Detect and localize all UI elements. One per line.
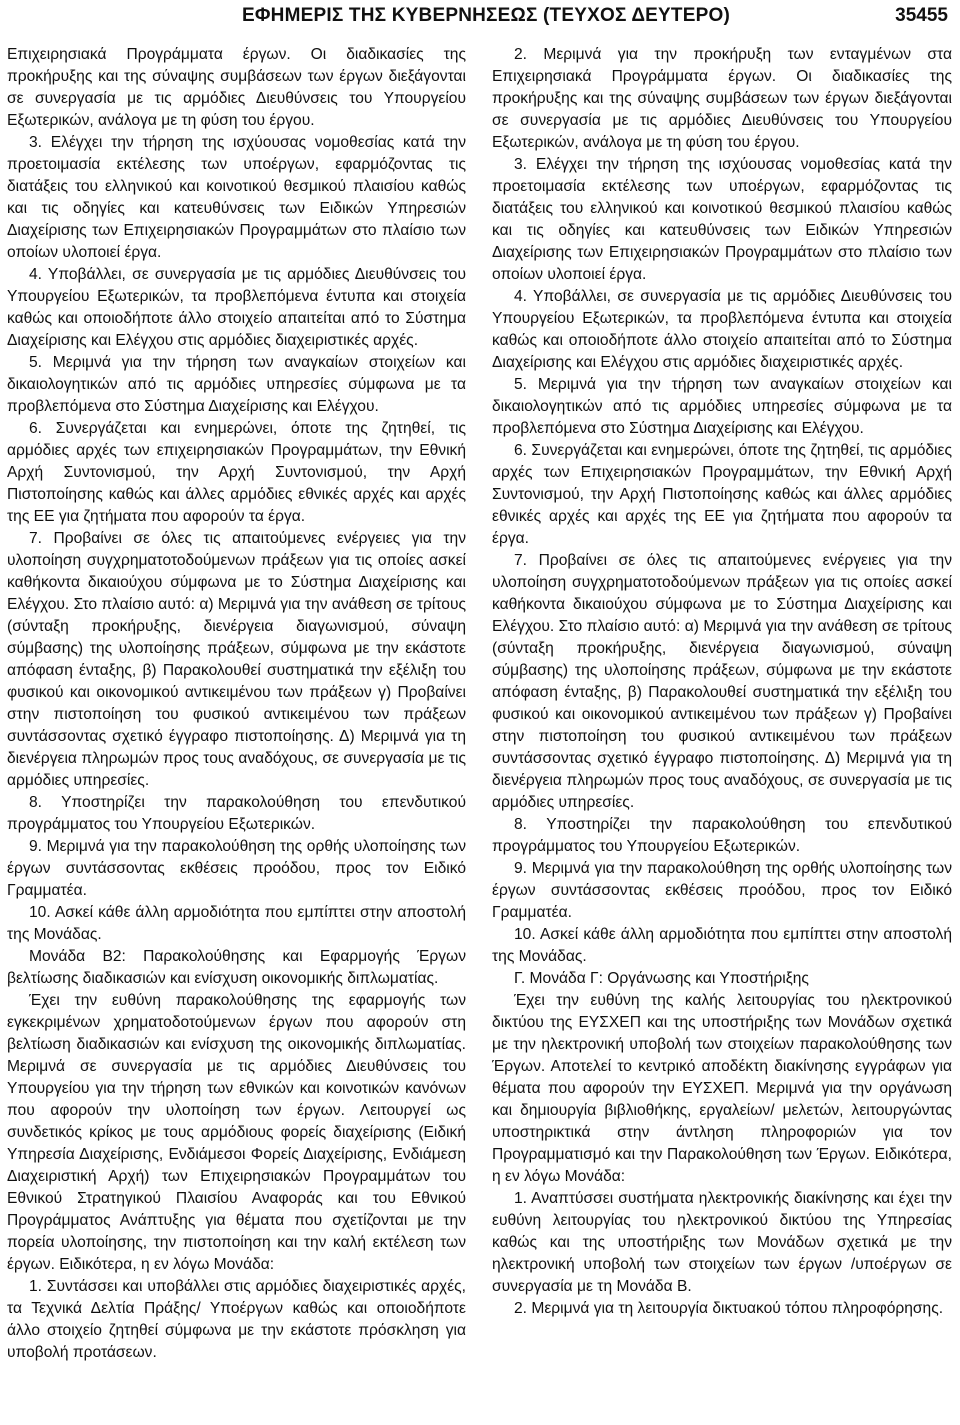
paragraph: 7. Προβαίνει σε όλες τις απαιτούμενες ενέργειες για την υλοποίηση συγχρηματοτοδούμενων πράξεων για τις οποίες ασκεί καθήκοντα δικαιούχου σύμφωνα με το Σύστημα Διαχείρισης και Ελέγχου. Στο πλαίσιο αυτό: α) Μεριμνά για την ανάθεση σε τρίτους (σύνταξη προκήρυξης, διενέργεια διαγωνισμού, σύναψη σύμβασης) της υλοποίησης πράξεων, σύμφωνα με την εκάστοτε απόφαση ένταξης, β) Παρακολουθεί συστηματικά την εξέλιξη του φυσικού και οικονομικού αντικειμένου των πράξεων γ) Προβαίνει στην πιστοποίηση του φυσικού αντικειμένου των πράξεων συντάσσοντας σχετικό έγγραφο πιστοποίησης. Δ) Μεριμνά για τη διενέργεια πληρωμών προς τους αναδόχους, σε συνεργασία με τις αρμόδιες υπηρεσίες. bbox=[7, 530, 466, 789]
page-number: 35455 bbox=[895, 5, 948, 26]
paragraph: 3. Ελέγχει την τήρηση της ισχύουσας νομοθεσίας κατά την προετοιμασία εκτέλεσης των υποέργων, εφαρμόζοντας τις διατάξεις του ελληνικού και κοινοτικού θεσμικού πλαισίου καθώς και τις οδηγίες και κατευθύνσεις των Ειδικών Υπηρεσιών Διαχείρισης των Επιχειρησιακών Προγραμμάτων στο πλαίσιο των οποίων υλοποιεί έργα. bbox=[7, 134, 466, 261]
left-column bbox=[7, 44, 466, 1420]
paragraph: Επιχειρησιακά Προγράμματα έργων. Οι διαδικασίες της προκήρυξης και της σύναψης συμβάσεων των έργων διεξάγονται σε συνεργασία με τις αρμόδιες Διευθύνσεις του Υπουργείου Εξωτερικών, ανάλογα με τη φύση του έργου. bbox=[7, 46, 466, 129]
paragraph: 2. Μεριμνά για την προκήρυξη των ενταγμένων στα Επιχειρησιακά Προγράμματα έργων. Οι διαδικασίες της προκήρυξης και της σύναψης συμβάσεων των έργων διεξάγονται σε συνεργασία με τις αρμόδιες Διευθύνσεις του Υπουργείου Εξωτερικών, ανάλογα με τη φύση του έργου. bbox=[492, 46, 952, 151]
paragraph: 8. Υποστηρίζει την παρακολούθηση του επενδυτικού προγράμματος του Υπουργείου Εξωτερικών. bbox=[492, 816, 952, 855]
paragraph: 9. Μεριμνά για την παρακολούθηση της ορθής υλοποίησης των έργων συντάσσοντας εκθέσεις προόδου, προς τον Ειδικό Γραμματέα. bbox=[492, 860, 952, 921]
paragraph: 6. Συνεργάζεται και ενημερώνει, όποτε της ζητηθεί, τις αρμόδιες αρχές των Επιχειρησιακών Προγραμμάτων, την Εθνική Αρχή Συντονισμού, την Αρχή Πιστοποίησης καθώς και άλλες αρμόδιες εθνικές αρχές και αρχές της ΕΕ για ζητήματα που αφορούν τα έργα. bbox=[492, 442, 952, 547]
paragraph: 5. Μεριμνά για την τήρηση των αναγκαίων στοιχείων και δικαιολογητικών από τις αρμόδιες υπηρεσίες σύμφωνα με τα προβλεπόμενα στο Σύστημα Διαχείρισης και Ελέγχου. bbox=[7, 354, 466, 415]
paragraph: 5. Μεριμνά για την τήρηση των αναγκαίων στοιχείων και δικαιολογητικών από τις αρμόδιες υπηρεσίες σύμφωνα με τα προβλεπόμενα στο Σύστημα Διαχείρισης και Ελέγχου. bbox=[492, 376, 952, 437]
paragraph: Μονάδα Β2: Παρακολούθησης και Εφαρμογής Έργων βελτίωσης διαδικασιών και ενίσχυση οικονομικής διπλωματίας. bbox=[7, 948, 466, 987]
right-column bbox=[492, 44, 952, 1420]
paragraph: 8. Υποστηρίζει την παρακολούθηση του επενδυτικού προγράμματος του Υπουργείου Εξωτερικών. bbox=[7, 794, 466, 833]
paragraph: 10. Ασκεί κάθε άλλη αρμοδιότητα που εμπίπτει στην αποστολή της Μονάδας. bbox=[7, 904, 466, 943]
paragraph: 7. Προβαίνει σε όλες τις απαιτούμενες ενέργειες για την υλοποίηση συγχρηματοτοδούμενων πράξεων για τις οποίες ασκεί καθήκοντα δικαιούχου σύμφωνα με το Σύστημα Διαχείρισης και Ελέγχου. Στο πλαίσιο αυτό: α) Μεριμνά για την ανάθεση σε τρίτους (σύνταξη προκήρυξης, διενέργεια διαγωνισμού, σύναψη σύμβασης) της υλοποίησης πράξεων, σύμφωνα με την εκάστοτε απόφαση ένταξης, β) Παρακολουθεί συστηματικά την εξέλιξη του φυσικού και οικονομικού αντικειμένου των πράξεων γ) Προβαίνει στην πιστοποίηση του φυσικού αντικειμένου των πράξεων συντάσσοντας σχετικό έγγραφο πιστοποίησης. Δ) Μεριμνά για τη διενέργεια πληρωμών προς τους αναδόχους, σε συνεργασία με τις αρμόδιες υπηρεσίες. bbox=[492, 552, 952, 811]
gazette-title: ΕΦΗΜΕΡΙΣ ΤΗΣ ΚΥΒΕΡΝΗΣΕΩΣ (ΤΕΥΧΟΣ ΔΕΥΤΕΡΟ) bbox=[242, 5, 730, 26]
paragraph: Έχει την ευθύνη παρακολούθησης της εφαρμογής των εγκεκριμένων χρηματοδοτούμενων έργων που αφορούν στη βελτίωση διαδικασιών και ενίσχυση της οικονομικής διπλωματίας. Μεριμνά σε συνεργασία με τις αρμόδιες Διευθύνσεις του Υπουργείου για την τήρηση των εθνικών και κοινοτικών κανόνων που αφορούν την υλοποίηση των έργων. Λειτουργεί ως συνδετικός κρίκος με τους αρμόδιους φορείς διαχείρισης (Ειδική Υπηρεσία Διαχείρισης, Ενδιάμεσοι Φορείς Διαχείρισης, Ενδιάμεση Διαχειριστική Αρχή) των Επιχειρησιακών Προγραμμάτων του Εθνικού Στρατηγικού Πλαισίου Αναφοράς και του Εθνικού Προγράμματος Ανάπτυξης για θέματα που σχετίζονται με την πορεία υλοποίησης, την πιστοποίηση και την καλή εκτέλεση των έργων. Ειδικότερα, η εν λόγω Μονάδα: bbox=[7, 992, 466, 1273]
paragraph: Γ. Μονάδα Γ: Οργάνωσης και Υποστήριξης bbox=[514, 970, 809, 987]
paragraph: 4. Υποβάλλει, σε συνεργασία με τις αρμόδιες Διευθύνσεις του Υπουργείου Εξωτερικών, τα προβλεπόμενα έντυπα και στοιχεία καθώς και οποιοδήποτε άλλο στοιχείο απαιτείται από το Σύστημα Διαχείρισης και Ελέγχου στις αρμόδιες διαχειριστικές αρχές. bbox=[7, 266, 466, 349]
paragraph: 1. Αναπτύσσει συστήματα ηλεκτρονικής διακίνησης και έχει την ευθύνη λειτουργίας του ηλεκτρονικού δικτύου της Υπηρεσίας καθώς και της υποστήριξης των Μονάδων σχετικά με την ηλεκτρονική υποβολή των στοιχείων των έργων /υποέργων σε συνεργασία με τη Μονάδα Β. bbox=[492, 1190, 952, 1295]
paragraph: 1. Συντάσσει και υποβάλλει στις αρμόδιες διαχειριστικές αρχές, τα Τεχνικά Δελτία Πράξης/ Υποέργων καθώς και οποιοδήποτε άλλο στοιχείο ζητηθεί σύμφωνα με την εκάστοτε πρόσκληση για υποβολή προτάσεων. bbox=[7, 1278, 466, 1361]
page-header bbox=[0, 0, 960, 36]
paragraph: Έχει την ευθύνη της καλής λειτουργίας του ηλεκτρονικού δικτύου της ΕΥΣΧΕΠ και της υποστήριξης των Μονάδων σχετικά με την ηλεκτρονική υποβολή των στοιχείων παρακολούθησης των Έργων. Αποτελεί το κεντρικό αποδέκτη διακίνησης εγγράφων για θέματα που αφορούν την ΕΥΣΧΕΠ. Μεριμνά για την οργάνωση και δημιουργία βιβλιοθήκης, εργαλείων/ μελετών, λειτουργώντας υποστηρικτικά στην άντληση πληροφοριών για τον Προγραμματισμό και την Παρακολούθηση των Έργων. Ειδικότερα, η εν λόγω Μονάδα: bbox=[492, 992, 952, 1185]
paragraph: 2. Μεριμνά για τη λειτουργία δικτυακού τόπου πληροφόρησης. bbox=[514, 1300, 944, 1317]
paragraph: 9. Μεριμνά για την παρακολούθηση της ορθής υλοποίησης των έργων συντάσσοντας εκθέσεις προόδου, προς τον Ειδικό Γραμματέα. bbox=[7, 838, 466, 899]
paragraph: 3. Ελέγχει την τήρηση της ισχύουσας νομοθεσίας κατά την προετοιμασία εκτέλεσης των υποέργων, εφαρμόζοντας τις διατάξεις του ελληνικού και κοινοτικού θεσμικού πλαισίου καθώς και τις οδηγίες και κατευθύνσεις των Ειδικών Υπηρεσιών Διαχείρισης των Επιχειρησιακών Προγραμμάτων στο πλαίσιο των οποίων υλοποιεί έργα. bbox=[492, 156, 952, 283]
paragraph: 4. Υποβάλλει, σε συνεργασία με τις αρμόδιες Διευθύνσεις του Υπουργείου Εξωτερικών, τα προβλεπόμενα έντυπα και στοιχεία καθώς και οποιοδήποτε άλλο στοιχείο απαιτείται από το Σύστημα Διαχείρισης και Ελέγχου στις αρμόδιες διαχειριστικές αρχές. bbox=[492, 288, 952, 371]
paragraph: 6. Συνεργάζεται και ενημερώνει, όποτε της ζητηθεί, τις αρμόδιες αρχές των επιχειρησιακών Προγραμμάτων, την Εθνική Αρχή Συντονισμού, την Αρχή Συντονισμού, την Αρχή Πιστοποίησης καθώς και άλλες αρμόδιες εθνικές αρχές και αρχές της ΕΕ για ζητήματα που αφορούν τα έργα. bbox=[7, 420, 466, 525]
paragraph: 10. Ασκεί κάθε άλλη αρμοδιότητα που εμπίπτει στην αποστολή της Μονάδας. bbox=[492, 926, 952, 965]
